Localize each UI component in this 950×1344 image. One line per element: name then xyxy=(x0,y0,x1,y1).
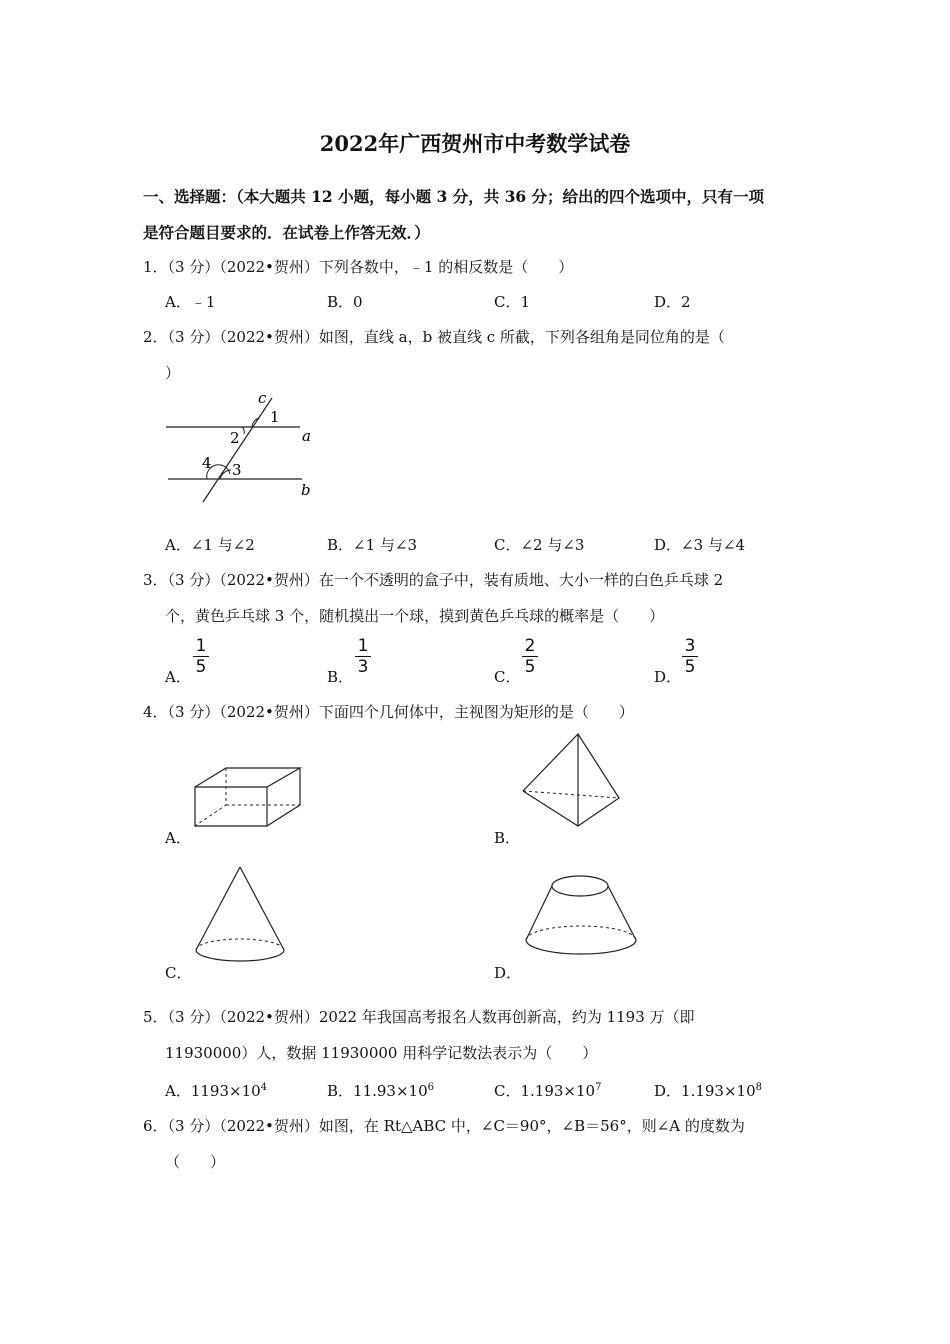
question-1-stem: 1．（3 分）（2022•贺州）下列各数中，﹣1 的相反数是（ ） xyxy=(143,258,574,276)
q4-option-b: B． xyxy=(494,829,521,847)
numerator: 1 xyxy=(195,636,207,656)
question-3-stem-cont: 个，黄色乒乓球 3 个，随机摸出一个球，摸到黄色乒乓球的概率是（ ） xyxy=(165,607,665,625)
q4-option-a: A． xyxy=(165,829,191,847)
numerator: 3 xyxy=(684,636,696,656)
q2-option-b: B．∠1 与∠3 xyxy=(327,536,418,554)
denominator: 5 xyxy=(684,657,696,677)
q1-option-d: D．2 xyxy=(654,293,691,311)
label-b: b xyxy=(301,481,311,499)
q5-option-c-base: C．1.193×10 xyxy=(494,1082,596,1100)
page-title: 2022年广西贺州市中考数学试卷 xyxy=(319,131,631,156)
q5-option-d-exp: 8 xyxy=(755,1082,762,1093)
q3-option-b-label: B． xyxy=(327,668,354,686)
label-angle-4: 4 xyxy=(202,454,212,472)
section-header-cont: 是符合题目要求的．在试卷上作答无效．） xyxy=(143,223,430,242)
label-angle-3: 3 xyxy=(232,461,242,479)
q2-option-c: C．∠2 与∠3 xyxy=(494,536,585,554)
label-angle-1: 1 xyxy=(270,408,280,426)
angle-2-arc xyxy=(242,427,244,434)
q5-option-d xyxy=(654,1080,762,1101)
q5-option-a-base: A．1193×10 xyxy=(165,1082,261,1100)
rectangular-prism-figure xyxy=(190,765,305,830)
section-header: 一、选择题：（本大题共 12 小题，每小题 3 分，共 36 分；给出的四个选项中，只有一项 xyxy=(143,187,765,206)
q3-option-c-fraction xyxy=(522,637,538,676)
label-angle-2: 2 xyxy=(230,429,240,447)
pyramid-figure xyxy=(518,730,626,830)
q5-option-a-exp: 4 xyxy=(260,1082,268,1093)
q1-option-c: C．1 xyxy=(494,293,531,311)
q3-option-d-fraction xyxy=(682,637,698,676)
q5-option-b-exp: 6 xyxy=(427,1082,434,1093)
q3-option-b-fraction xyxy=(355,637,371,676)
q5-option-b xyxy=(327,1080,434,1101)
line-c xyxy=(203,398,272,502)
frustum-figure xyxy=(520,872,642,964)
numerator: 1 xyxy=(357,636,369,656)
q4-option-d: D． xyxy=(494,964,522,982)
q5-option-c xyxy=(494,1080,601,1101)
numerator: 2 xyxy=(524,636,536,656)
q5-option-b-base: B．11.93×10 xyxy=(327,1082,428,1100)
cone-figure xyxy=(190,862,290,968)
q1-option-a: A．﹣1 xyxy=(165,293,216,311)
q5-option-d-base: D．1.193×10 xyxy=(654,1082,756,1100)
question-4-stem: 4．（3 分）（2022•贺州）下面四个几何体中，主视图为矩形的是（ ） xyxy=(143,703,634,721)
label-c: c xyxy=(258,389,267,407)
label-a: a xyxy=(302,427,311,445)
q2-figure-transversal xyxy=(160,388,320,513)
question-2-stem: 2．（3 分）（2022•贺州）如图，直线 a，b 被直线 c 所截，下列各组角是同位角的是（ xyxy=(143,328,725,346)
denominator: 3 xyxy=(357,657,369,677)
q3-option-a-label: A． xyxy=(165,668,191,686)
q5-option-c-exp: 7 xyxy=(595,1082,602,1093)
question-5-stem: 5．（3 分）（2022•贺州）2022 年我国高考报名人数再创新高，约为 1193 万（即 xyxy=(143,1008,695,1026)
denominator: 5 xyxy=(195,657,207,677)
question-6-stem-cont: （ ） xyxy=(165,1153,226,1171)
q1-option-b: B．0 xyxy=(327,293,363,311)
q2-option-d: D．∠3 与∠4 xyxy=(654,536,746,554)
question-2-stem-cont: ） xyxy=(165,364,181,382)
q3-option-a-fraction xyxy=(193,637,209,676)
denominator: 5 xyxy=(524,657,536,677)
q4-option-c: C． xyxy=(165,964,192,982)
question-3-stem: 3．（3 分）（2022•贺州）在一个不透明的盒子中，装有质地、大小一样的白色乒乓球 2 xyxy=(143,571,724,589)
q5-option-a xyxy=(165,1080,267,1101)
q3-option-c-label: C． xyxy=(494,668,521,686)
q3-option-d-label: D． xyxy=(654,668,682,686)
question-6-stem: 6．（3 分）（2022•贺州）如图，在 Rt△ABC 中，∠C＝90°，∠B＝56°，则∠A 的度数为 xyxy=(143,1117,745,1135)
q2-option-a: A．∠1 与∠2 xyxy=(165,536,255,554)
question-5-stem-cont: 11930000）人，数据 11930000 用科学记数法表示为（ ） xyxy=(165,1044,598,1062)
